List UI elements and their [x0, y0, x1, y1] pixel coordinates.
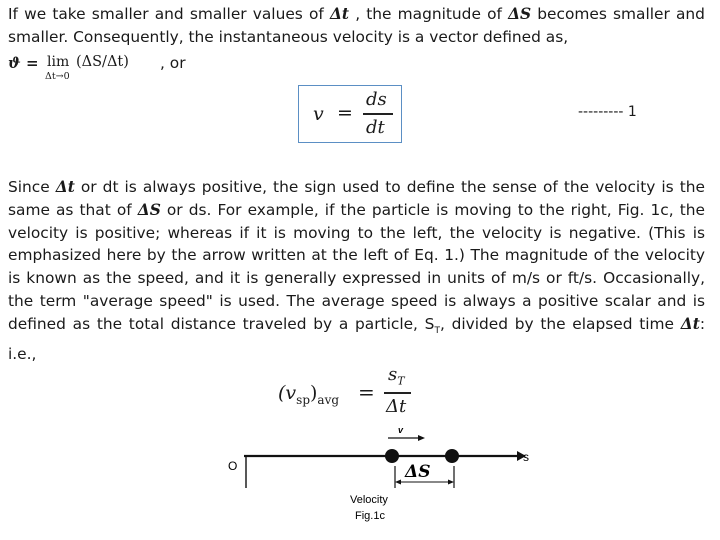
eq2-equals: = — [358, 380, 375, 404]
p2-subscript-t: T — [434, 325, 440, 336]
particle-point-2 — [445, 449, 459, 463]
eq1-numerator: ds — [366, 89, 387, 110]
delta-s-arrow-left — [395, 480, 401, 485]
p2-text-4: , divided by the elapsed time — [439, 314, 675, 333]
eq2-lhs-v: (v — [278, 382, 297, 404]
eq1-equals: = — [337, 102, 353, 124]
delta-s-arrow-right — [448, 480, 454, 485]
p2-delta-t-2: Δt — [680, 314, 700, 333]
figure-caption-number: Fig.1c — [355, 510, 385, 522]
p2-text-2: or dt is always positive, the sign used to define the sense of the velocity is the same as that of — [8, 178, 705, 219]
s-axis-label: s — [523, 450, 529, 464]
intro-text-3: becomes smaller and smaller. Consequently, the instantaneous velocity is a vector defined as, — [8, 5, 705, 46]
delta-s-label: ΔS — [405, 462, 431, 482]
velocity-label: v — [398, 425, 404, 435]
eq2-numerator-sub: T — [397, 374, 405, 388]
equation-number: --------- 1 — [578, 104, 637, 120]
eq2-denominator: Δt — [386, 396, 407, 417]
lim-subscript: Δt→0 — [45, 71, 70, 82]
particle-point-1 — [385, 449, 399, 463]
p2-text-1: Since — [8, 178, 50, 196]
eq2-lhs-close: ) — [310, 382, 318, 404]
intro-text-1: If we take smaller and smaller values of — [8, 5, 324, 23]
or-text: , or — [160, 54, 186, 72]
delta-s-symbol: ΔS — [508, 5, 532, 23]
p2-delta-s: ΔS — [137, 200, 161, 219]
eq2-lhs-sub: sp — [296, 392, 310, 407]
p2-text-5: : i.e., — [8, 314, 705, 363]
intro-text-2: , the magnitude of — [355, 5, 502, 23]
origin-label: O — [228, 459, 238, 473]
figure-caption-title: Velocity — [350, 494, 388, 506]
lim-label: lim — [47, 54, 70, 70]
p2-delta-t: Δt — [55, 178, 75, 196]
delta-t-symbol: Δt — [329, 5, 350, 23]
lim-expression: (ΔS/Δt) — [76, 54, 129, 70]
eq1-denominator: dt — [366, 117, 385, 138]
velocity-symbol: ϑ = — [8, 54, 39, 72]
p2-text-3: or ds. For example, if the particle is moving to the right, Fig. 1c, the velocity is positive; whereas if it is moving to the left, the velocity is negative. (This is emphasized here by the arrow written at the left of Eq. 1.) The magnitude of the velocity is known as the speed, and it is generally expressed in units of m/s or ft/s. Occasionally, the term "average speed" is used. The average speed is always a positive scalar and is defined as the total distance traveled by a particle, S — [8, 200, 705, 333]
velocity-arrow-head — [418, 435, 425, 441]
eq2-numerator-s: s — [388, 364, 398, 385]
eq2-lhs-avg: avg — [317, 392, 340, 407]
eq1-lhs: v — [313, 103, 324, 125]
